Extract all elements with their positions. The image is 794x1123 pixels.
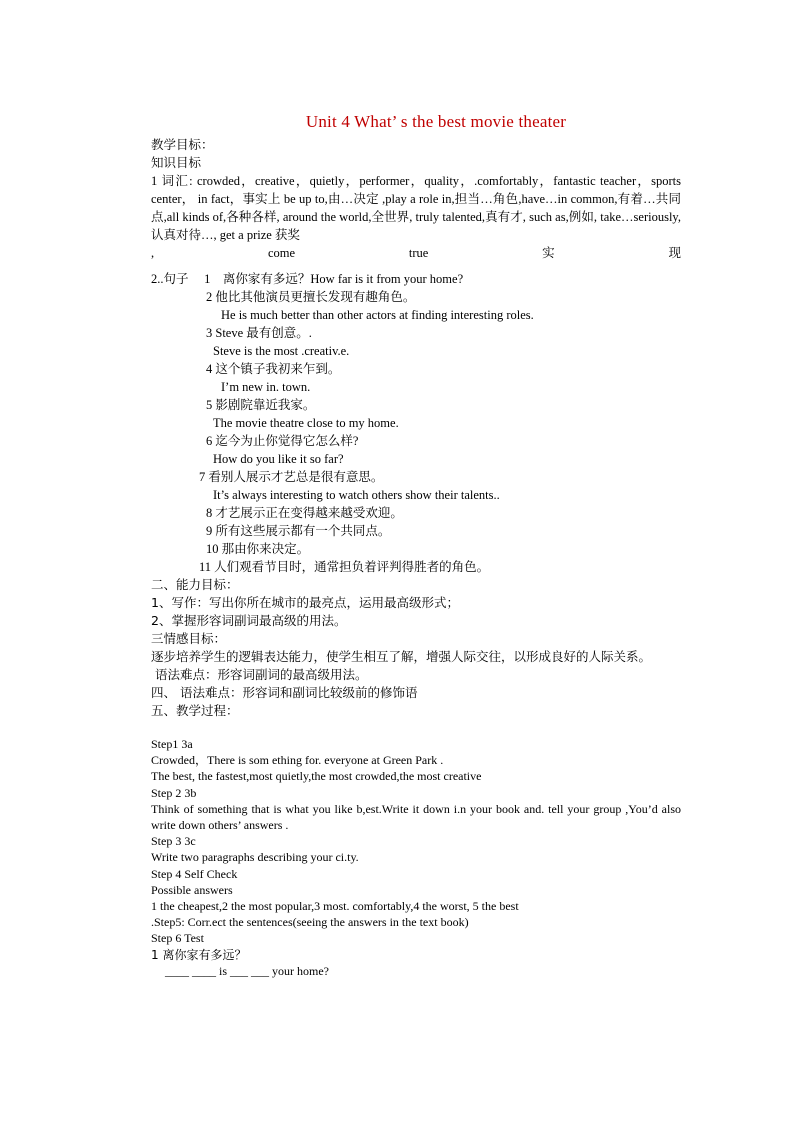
step-line: 1 离你家有多远？ — [151, 947, 247, 962]
sentence-9: 9 所有这些展示都有一个共同点。 — [206, 524, 391, 538]
ability-heading: 二、能力目标： — [151, 577, 239, 592]
spread-word: true — [408, 246, 429, 260]
sentence-3: 3 Steve 最有创意。. — [206, 326, 312, 340]
grammar-difficulty: 语法难点：形容词副词的最高级用法。 — [155, 667, 368, 682]
spread-word: come — [267, 246, 296, 260]
ability-item-1: 1、写作：写出你所在城市的最亮点，运用最高级形式； — [151, 595, 459, 610]
spread-word: 现 — [668, 246, 681, 260]
step-line: Step 2 3b — [151, 785, 197, 800]
teaching-steps — [151, 736, 681, 979]
knowledge-heading: 知识目标 — [151, 155, 202, 170]
sentence-11: 11 人们观看节目时，通常担负着评判得胜者的角色。 — [199, 560, 490, 574]
goals-heading: 教学目标： — [151, 137, 214, 152]
step-line: The best, the fastest,most quietly,the most crowded,the most creative — [151, 769, 482, 784]
spread-word: 实 — [542, 246, 555, 260]
step-line: Write two paragraphs describing your ci.ty. — [151, 850, 359, 865]
step-line: Crowded，There is som ething for. everyone at Green Park . — [151, 753, 444, 768]
vocab-paragraph: 1 词汇: crowded，creative，quietly，performer，quality，.comfortably，fantastic teacher，sports center， in fact，事实上 be up to,由…决定 ,play a role in,担当…角色,have…in common,有着…共同点,all kinds of,各种各样, around the world,全世界, truly talented,真有才, such as,例如, take…seriously,认真对待…, get a prize 获奖 — [151, 174, 681, 242]
step-line: Step 3 3c — [151, 834, 196, 849]
sentence-8: 8 才艺展示正在变得越来越受欢迎。 — [206, 506, 403, 520]
ability-item-2: 2、掌握形容词副词最高级的用法。 — [151, 613, 347, 628]
section-5-heading: 五、教学过程： — [151, 703, 239, 718]
step-line: ____ ____ is ___ ___ your home? — [165, 963, 329, 978]
document-page — [151, 112, 681, 979]
spread-words — [151, 244, 681, 262]
step-line: Possible answers — [151, 882, 233, 897]
step-line: .Step5: Corr.ect the sentences(seeing the answers in the text book) — [151, 915, 469, 930]
sentences-label: 2..句子 — [151, 272, 189, 286]
sentence-6-en: How do you like it so far? — [213, 452, 344, 466]
sentence-5: 5 影剧院靠近我家。 — [206, 398, 316, 412]
sentence-7: 7 看别人展示才艺总是很有意思。 — [199, 470, 384, 484]
sentence-6: 6 迄今为止你觉得它怎么样? — [206, 434, 359, 448]
sentence-5-en: The movie theatre close to my home. — [213, 416, 399, 430]
sentence-10: 10 那由你来决定。 — [206, 542, 310, 556]
sentence-4-en: I’m new in. town. — [221, 380, 311, 394]
step-line: 1 the cheapest,2 the most popular,3 most. comfortably,4 the worst, 5 the best — [151, 899, 519, 914]
step-line: Step1 3a — [151, 737, 193, 751]
sentence-1: 2..句子 1 离你家有多远？How far is it from your home? — [151, 272, 464, 286]
sentence-7-en: It’s always interesting to watch others show their talents.. — [213, 488, 500, 502]
step-line: Think of something that is what you like b,est.Write it down i.n your book and. tell your group ,You’d also write down others’ answers . — [151, 801, 681, 833]
spread-word: , — [151, 246, 155, 260]
sentence-4: 4 这个镇子我初来乍到。 — [206, 362, 341, 376]
emotion-text: 逐步培养学生的逻辑表达能力，使学生相互了解，增强人际交往，以形成良好的人际关系。 — [151, 649, 652, 664]
page-title: Unit 4 What’ s the best movie theater — [305, 112, 567, 131]
step-line: Step 4 Self Check — [151, 866, 238, 881]
sentence-3-en: Steve is the most .creativ.e. — [213, 344, 350, 358]
emotion-heading: 三情感目标： — [151, 631, 227, 646]
sentence-2: 2 他比其他演员更擅长发现有趣角色。 — [206, 290, 416, 304]
sentence-2-en: He is much better than other actors at finding interesting roles. — [221, 308, 534, 322]
step-line: Step 6 Test — [151, 931, 204, 946]
section-4-heading: 四、 语法难点：形容词和副词比较级前的修饰语 — [151, 685, 418, 700]
